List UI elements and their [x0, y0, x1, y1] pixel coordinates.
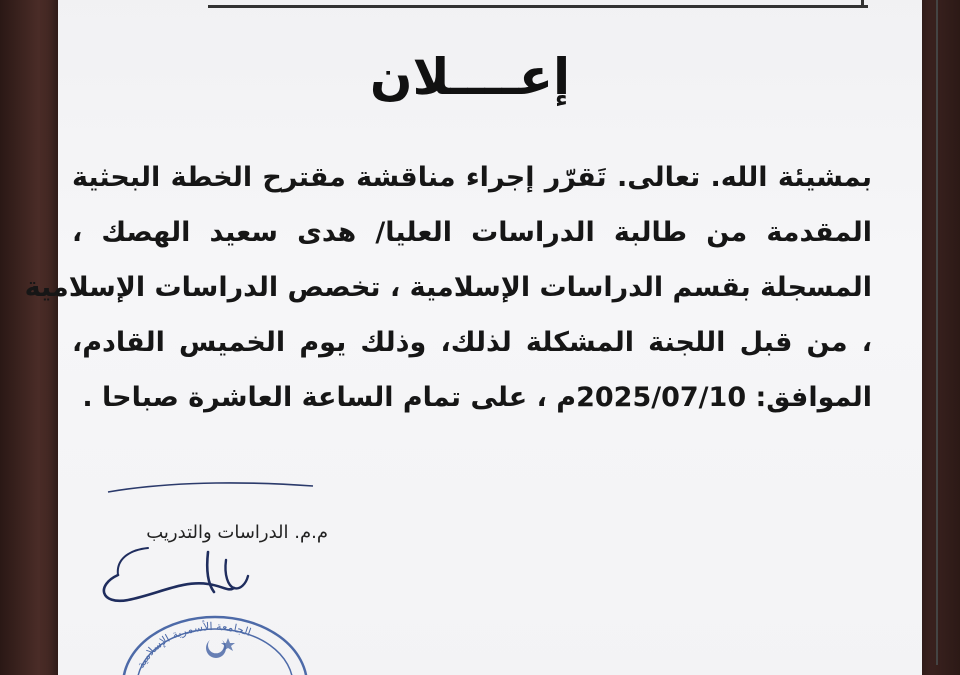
department-signature-label: م.م. الدراسات والتدريب — [146, 522, 328, 543]
right-border-line — [936, 0, 938, 665]
body-line: الموافق: 2025/07/10م ، على تمام الساعة العاشرة صباحا . — [82, 382, 872, 413]
body-line: المقدمة من طالبة الدراسات العليا/ هدى سعيد الهصك ، — [72, 217, 872, 248]
stamp-text: الجامعة الأسمرية الإسلامية — [134, 619, 253, 671]
announcement-body — [24, 150, 872, 425]
top-border-corner — [861, 0, 864, 8]
body-line: المسجلة بقسم الدراسات الإسلامية ، تخصص الدراسات الإسلامية — [24, 272, 872, 303]
body-line: بمشيئة الله. تعالى. تَقرّر إجراء مناقشة مقترح الخطة البحثية — [72, 162, 872, 193]
body-line: ، من قبل اللجنة المشكلة لذلك، وذلك يوم الخميس القادم، — [72, 327, 872, 358]
official-stamp — [110, 600, 320, 675]
announcement-title: إعــــلان — [369, 48, 571, 106]
top-border-line — [208, 5, 868, 8]
